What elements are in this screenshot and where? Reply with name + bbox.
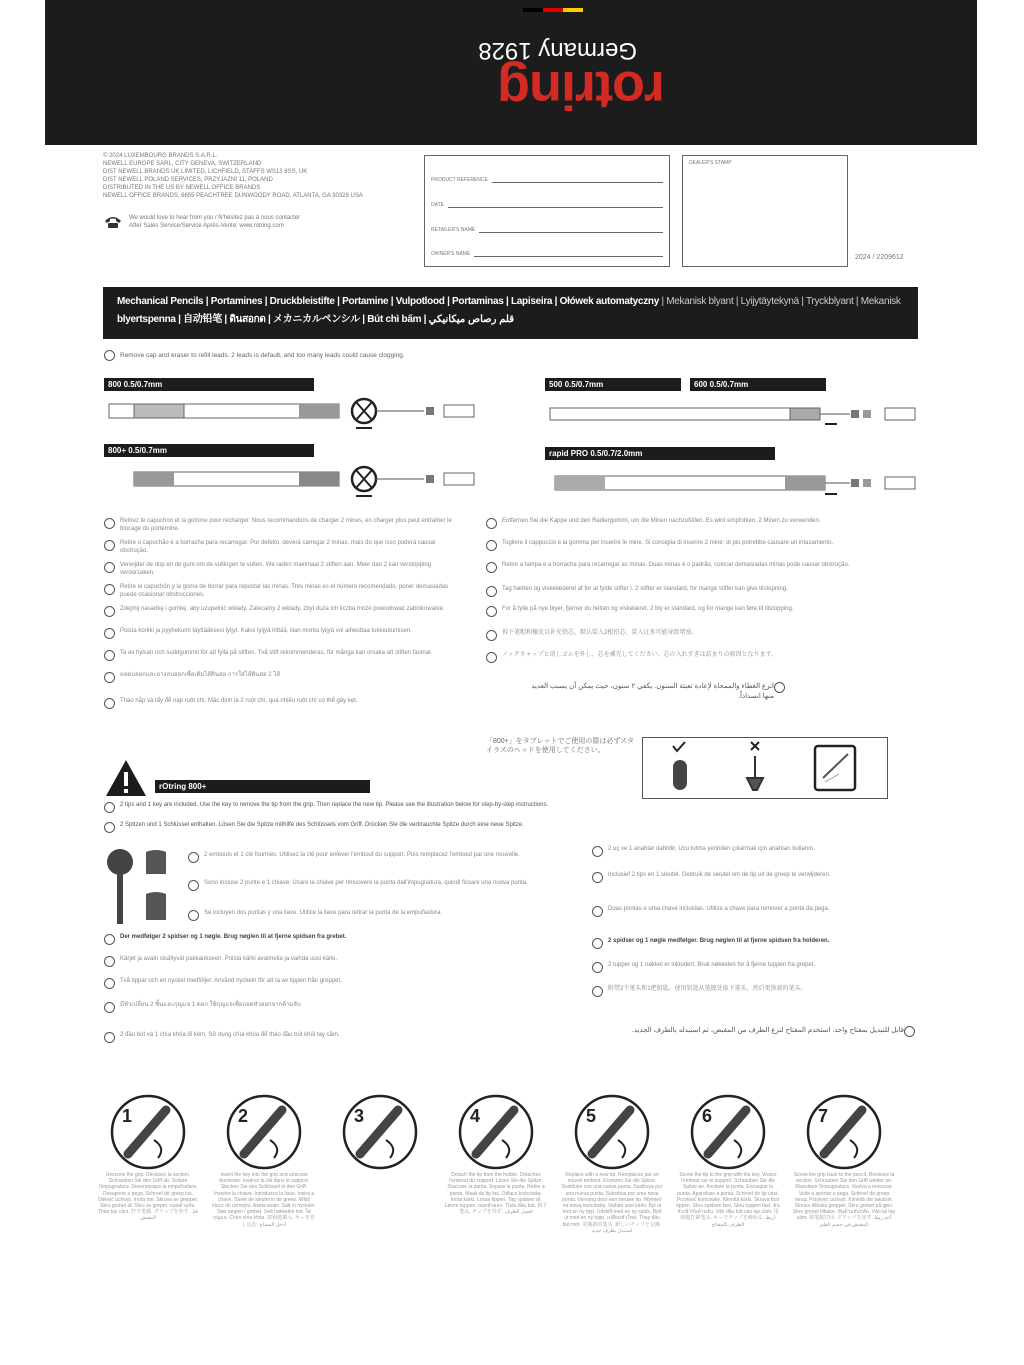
instruction-da: Tag hætten og viskelæderet af for at fylde stifter i. 2 stifter er standard, for mange stifter kan give tilstopning. (486, 586, 876, 597)
pencil-rapid-pro-illustration (545, 464, 925, 506)
german-flag-stripe (523, 8, 583, 12)
instruction-no: For å fylle på nye blyer, fjerner du hetten og viskelæret. 2 bly er standard, og for mange kan føre til tilstopping. (486, 606, 876, 617)
section-800plus-ar: قابل للتبديل بمفتاح واحد. استخدم المفتاح لنزع الطرف من المقبض، ثم استبدله بالطرف الجديد. (565, 1026, 920, 1037)
section-800plus-vi: 2 đầu bút và 1 chìa khóa đi kèm. Sử dụng chìa khóa để tháo đầu bút khỏi tay cầm. (104, 1032, 574, 1043)
pencil-800plus-illustration (104, 460, 484, 502)
form-row-date: DATE (431, 201, 663, 208)
step-number: 4 (470, 1106, 481, 1126)
section-800plus-fi: Kärjet ja avain sisältyvät pakkaukseen. Poista kärki avaimella ja vaihda uusi kärki. (104, 956, 574, 967)
model-label-rapid-pro: rapid PRO 0.5/0.7/2.0mm (545, 447, 775, 460)
step-5-text: Replace with a new tip. Remplacez par un nouvel embout. Ersetzen Sie die Spitze. Sostituire con una nuova punta. Sustituya por una nueva punta. Substitua por uma nova ponta. Vervang door een nieuwe tip. Wymień na nową końcówkę. Vaihda uusi kärki. Byt ut mot en ny tipp. Udskift med en ny spids. Bytt ut med en ny tupp. เปลี่ยนหัวใหม่. Thay đầu bút mới. 更换新的笔头. 新しいチップと交換. استبدل بطرف جديد (561, 1172, 663, 1234)
step-number: 3 (354, 1106, 365, 1126)
section-800plus-sv: Två tippar och en nyckel medföljer. Använd nyckeln för att ta av tippen från greppet. (104, 978, 574, 989)
step-1-text: Unscrew the grip. Dévissez la section. Schrauben Sie den Griff ab. Svitare l'impugnatura. Desenrosque la empuñadura. Desaperte a pega. Schroef de greep los. Odkręć uchwyt. Irrota ote. Skruva av greppet. Skru grebet af. Skru av grepet. ถอดด้ามจับ. Tháo tay cầm. 拧下笔握. グリップを外す. فك المقبض (97, 1172, 199, 1222)
rotring-logo (465, 30, 665, 120)
key-and-tips-illustration (104, 848, 174, 933)
address-line: © 2024 LUXEMBOURG BRANDS S.A.R.L. (103, 153, 218, 159)
form-row-owner: OWNER'S NAME (431, 250, 663, 257)
address-line: DIST NEWELL BRANDS UK LIMITED, LICHFIELD, STAFFS WS13 8SS, UK (103, 169, 308, 175)
stylus-note: 「800+」をタブレットでご使用の際は必ずスタイラスのヘッドを使用してください。 (486, 738, 635, 754)
section-800plus-zh: 附带2个笔头和1把钥匙。使用钥匙从笔握处取下笔头，然后更换新的笔头。 (592, 986, 922, 997)
section-800plus-no: 2 tupper og 1 nøkkel er inkludert. Bruk nøkkelen for å fjerne tuppen fra grepet. (592, 962, 922, 973)
title-line-1-dim: | Mekanisk blyant | Lyijytäytekynä | Tryckblyant | Mekanisk (658, 296, 901, 307)
warning-icon (104, 758, 148, 798)
stamp-label: DEALER'S STAMP (689, 160, 732, 166)
instruction-sv: Ta av hylsan och suddgummit för att fylla på stiften. Två stift rekommenderas, för många kan orsaka att stiften fastnar. (104, 650, 454, 661)
step-7-illustration (804, 1092, 884, 1172)
pencil-800-illustration (104, 392, 484, 434)
instruction-it: Togliere il cappuccio e la gomma per inserire le mine. Si consiglia di inserire 2 mine; di più potrebbe causare un intasamento. (486, 540, 876, 551)
instruction-zh: 拆下笔帽和橡皮以补充铅芯，默认装入2根铅芯，装入过多可能导致堵塞。 (486, 630, 876, 641)
instruction-es: Retire el capuchón y la goma de borrar para repostar las minas. Tres minas es el número recomendado, poner demasiadas puede ocasionar obstrucciones. (104, 584, 454, 599)
cross-icon (751, 742, 759, 750)
support-contact (103, 214, 403, 230)
section-800plus-it: Sono incluse 2 punte e 1 chiave. Usare la chiave per rimuovere la punta dall'impugnatura, quindi fissare una nuova punta. (188, 880, 583, 891)
doc-code: 2024 / 2209612 (855, 254, 904, 261)
step-4-illustration (456, 1092, 536, 1172)
stylus-tip-icon (673, 760, 687, 790)
bullet-circle-icon (104, 350, 115, 361)
step-4-text: Detach the tip from the holder. Détachez l'embout du support. Lösen Sie die Spitze. Staccare la punta. Separe la punta. Retire a ponta. Maak de tip los. Odłącz końcówkę. Irrota kärki. Lossa tippen. Tag spidsen af. Løsne tuppen. ถอดหัวออก. Tháo đầu bút. 拆下笔头. チップを外す. افصل الطرف (444, 1172, 548, 1216)
model-label-500: 500 0.5/0.7mm (545, 378, 681, 391)
phone-icon (103, 215, 123, 229)
step-number: 2 (238, 1106, 249, 1126)
support-line: After Sales Service/Service Après-Vente: www.rotring.com (129, 223, 284, 229)
address-line: NEWELL EUROPE SARL, CITY GENEVA, SWITZERLAND (103, 161, 262, 167)
step-7-text: Screw the grip back to the pencil. Revissez la section. Schrauben Sie den Griff wieder an. Riavvitare l'impugnatura. Vuelva a enroscar. Volte a apertar a pega. Schroef de greep terug. Przykręć uchwyt. Kiinnitä ote takaisin. Skruva tillbaka greppet. Skru grebet på igen. Skru grepet tilbake. ขันด้ามจับกลับ. Vặn lại tay cầm. 将笔握拧回. グリップを戻す. أعد ربط المقبض في جسم القلم (792, 1172, 896, 1228)
instruction-nl: Verwijder de dop en de gum om de vullingen te vullen. We raden maximaal 2 stiften aan. Meer dan 2 kan verstopping veroorzaken. (104, 562, 454, 577)
dealer-stamp-box (682, 155, 848, 267)
form-row-product: PRODUCT REFERENCE (431, 176, 663, 183)
title-line-1: Mechanical Pencils | Portamines | Druckbleistifte | Portamine | Vulpotlood | Portaminas | Lapiseira | Ołówek automatyczny (117, 296, 659, 307)
brand-name: rotring (498, 60, 665, 120)
tablet-icon (815, 746, 855, 790)
section-800plus-es: Se incluyen dos puntas y una llave. Utilice la llave para retirar la punta de la empuñadura. (188, 910, 583, 921)
step-1-illustration (108, 1092, 188, 1172)
section-800plus-line1: 2 tips and 1 key are included. Use the key to remove the tip from the grip. Then replace the new tip. Please see the illustration below for step-by-step instructions. (104, 802, 804, 813)
section-800plus-nl: Inclusief 2 tips en 1 sleutel. Gebruik de sleutel om de tip uit de greep te verwijderen. (592, 872, 922, 883)
address-line: NEWELL OFFICE BRANDS, 6655 PEACHTREE DUNWOODY ROAD, ATLANTA, GA 30328 USA (103, 193, 363, 199)
address-line: DIST NEWELL POLAND SERVICES, PRZYJAZNI 11, POLAND (103, 177, 273, 183)
section-800plus-da: Der medfølger 2 spidser og 1 nøgle. Brug nøglen til at fjerne spidsen fra grebet. (104, 934, 574, 945)
section-800plus-fr: 2 embouts et 1 clé fournies. Utilisez la clé pour enlever l'embout du support. Puis remplacez l'embout par une nouvelle. (188, 852, 583, 863)
pencil-500-600-illustration (545, 394, 925, 436)
instruction-vi: Tháo nắp và tẩy để nạp ruột chì. Mặc định là 2 ruột chì, quá nhiều ruột chì có thể gây kẹt. (104, 698, 454, 709)
step-2-illustration (224, 1092, 304, 1172)
address-line: DISTRIBUTED IN THE US BY NEWELL OFFICE BRANDS (103, 185, 261, 191)
step-number: 5 (586, 1106, 597, 1126)
step-6-text: Screw the tip to the grip with the key. Vissez l'embout sur le support. Schrauben Sie die Spitze an. Avvitare la punta. Enrosque la punta. Aparafuse a ponta. Schroef de tip vast. Przykręć końcówkę. Kiinnitä kärki. Skruva fast tippen. Skru spidsen fast. Skru tuppen fast. ขันหัวเข้ากับด้ามจับ. Vặn đầu bút vào tay cầm. 用钥匙拧紧笔头. キーでチップを締める. اربط الطرف بالمفتاح (676, 1172, 780, 1228)
instruction-ja: ノックキャップと消しゴムを外し、芯を補充してください。芯の入れすぎは詰まりの原因となります。 (486, 652, 876, 663)
form-row-retailer: RETAILER'S NAME (431, 226, 663, 233)
step-5-illustration (572, 1092, 652, 1172)
model-label-600: 600 0.5/0.7mm (690, 378, 826, 391)
pencil-tip-icon (747, 756, 763, 790)
instruction-pt-br: Retire a tampa e a borracha para recarregar as minas. Duas minas é o padrão, colocar demasiadas minas pode causar obstrução. (486, 562, 876, 573)
product-title-bar (103, 287, 918, 339)
step-6-illustration (688, 1092, 768, 1172)
section-800plus-da2: 2 spidser og 1 nøgle medfølger. Brug nøglen til at fjerne spidsen fra holderen. (592, 938, 922, 949)
check-icon (673, 742, 685, 751)
instruction-pt: Retire o capuchão e a borracha para recarregar. Por defeito, deverá carregar 2 minas, mais do que isso poderá causar obstrução. (104, 540, 454, 555)
title-line-2: blyertspenna | 自动铅笔 | ดินสอกด | メカニカルペンシル | Bút chì bấm | قلم رصاص ميكانيكي (117, 314, 515, 325)
model-label-800: 800 0.5/0.7mm (104, 378, 314, 391)
instruction-th: ถอดปลอกและยางลบออกเพื่อเติมไส้ดินสอ การใส่ไส้ดินสอ 2 ไส้ (104, 672, 454, 683)
step-number: 1 (122, 1106, 133, 1126)
model-label-800plus: 800+ 0.5/0.7mm (104, 444, 314, 457)
warranty-form (424, 155, 670, 267)
section-800plus-pt: Duas pontas e uma chave incluídas. Utilize a chave para remover a ponta da pega. (592, 906, 922, 917)
step-number: 7 (818, 1106, 829, 1126)
stylus-usage-icons (642, 737, 888, 799)
instruction-fr: Retirez le capuchon et la gomme pour recharger. Nous recommandons de charger 2 mines, en charger plus peut entraîner le blocage du portemine. (104, 518, 454, 533)
section-800plus-th: มีหัวเปลี่ยน 2 ชิ้นและกุญแจ 1 ดอก ใช้กุญแจเพื่อถอดหัวออกจากด้ามจับ (104, 1002, 574, 1013)
brand-subtitle: Germany 1928 (478, 37, 637, 64)
company-addresses (103, 152, 403, 200)
instruction-pl: Zdejmij nasadkę i gumkę, aby uzupełnić wkłady. Zalecamy 2 wkłady, zbyt duża ich liczba może powodować zablokowanie. (104, 606, 454, 617)
step-2-text: Insert the key into the grip and unscrew clockwise. Insérez la clé dans le support. Stecken Sie den Schlüssel in den Griff. Inserire la chiave. Introduzca la llave. Insira a chave. Steek de sleutel in de greep. Włóż klucz do uchwytu. Aseta avain. Sätt in nyckeln. Sæt nøglen i grebet. Sett nøkkelen inn. ใส่กุญแจ. Chèn chìa khóa. 将钥匙插入. キーを差し込む. أدخل المفتاح (212, 1172, 316, 1228)
brand-header (45, 0, 977, 145)
step-number: 6 (702, 1106, 713, 1126)
refill-note: Remove cap and eraser to refill leads. 2 leads is default, and too many leads could cause clogging. (104, 350, 604, 361)
instruction-de: Entfernen Sie die Kappe und den Radiergummi, um die Minen nachzufüllen. Es wird empfohlen, 2 Minen zu verwenden. (486, 518, 876, 529)
instruction-ar: انزع الغطاء والممحاة لإعادة تعبئة السنون. يكفي ٢ سنون، حيث يمكن أن يسبب العديد منها انسداداً. (520, 682, 790, 702)
step-3-illustration (340, 1092, 420, 1172)
section-label-800plus: rOtring 800+ (155, 780, 370, 793)
support-line: We would love to hear from you / N'hésitez pas à nous contacter (129, 215, 301, 221)
instruction-fi: Poista korkki ja pyyhekumi täyttääksesi lyijyt. Kaksi lyijyä riittää, liian monta lyijyä voi aiheuttaa tukkeutumisen. (104, 628, 454, 639)
section-800plus-line2: 2 Spitzen und 1 Schlüssel enthalten. Lösen Sie die Spitze mithilfe des Schlüssels vom Griff. Drücken Sie die verbrauchte Spitze durch eine neue Spitze. (104, 822, 804, 833)
section-800plus-tr: 2 uç ve 1 anahtar dahildir. Ucu tutma yerinden çıkarmak için anahtarı kullanın. (592, 846, 922, 857)
